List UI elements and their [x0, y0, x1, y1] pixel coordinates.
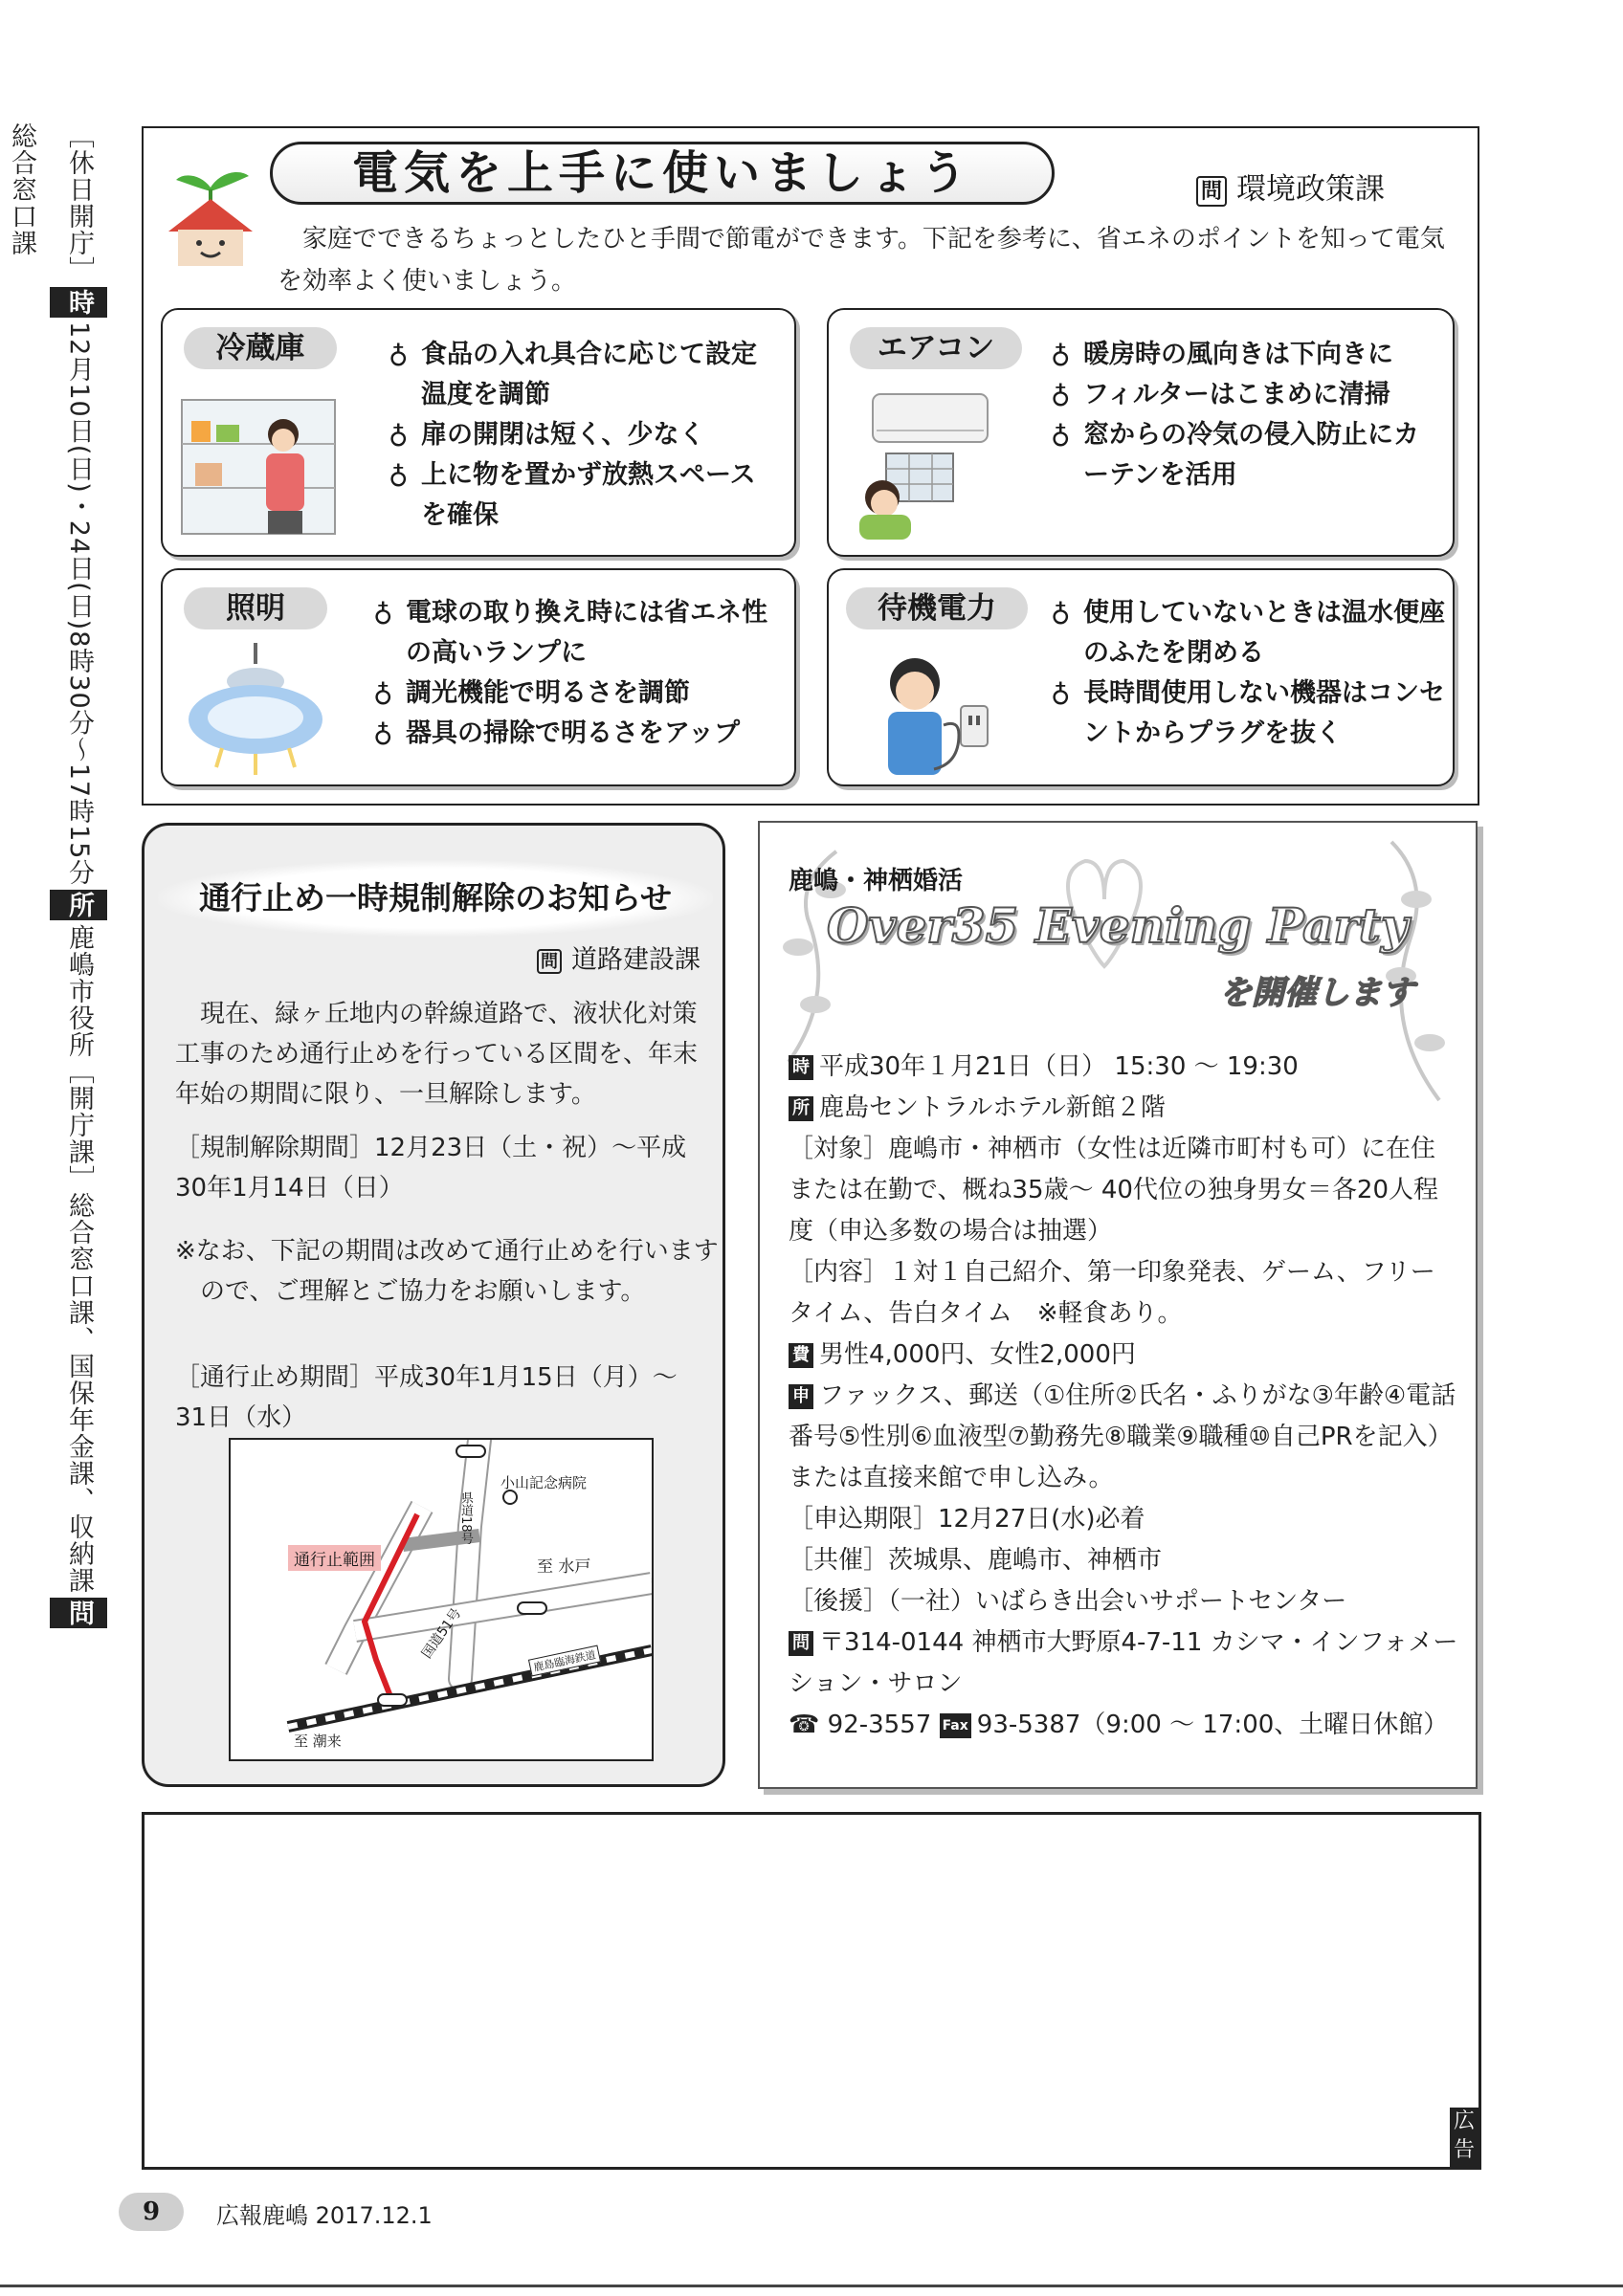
sidebar-part3: 鹿嶋市役所: [64, 924, 94, 1059]
target-label: ［対象］: [789, 1135, 889, 1163]
road-notice-section: [142, 823, 725, 1787]
energy-dept: [1196, 165, 1385, 208]
party-fax: 93-5387（9:00 〜 17:00、土曜日休館）: [976, 1711, 1449, 1739]
publication-info: [216, 2197, 433, 2230]
energy-intro: 家庭でできるちょっとしたひと手間で節電ができます。下記を参考に、省エネのポイントを知って電気を効率よく使いましょう。: [278, 225, 1445, 296]
tip-item: ♀ 長時間使用しない機器はコンセントからプラグを抜く: [1051, 673, 1445, 754]
party-deadline-row: [789, 1499, 1458, 1540]
party-place: 鹿島セントラルホテル新館２階: [819, 1093, 1166, 1122]
aircon-tips: [1051, 335, 1443, 496]
fee-icon: 費: [789, 1343, 813, 1368]
notice-dept-name: 道路建設課: [571, 945, 700, 975]
sidebar-part4: ［開庁課］総合窓口課、国保年金課、収納課: [64, 1058, 94, 1595]
holiday-opening-sidebar: [7, 122, 107, 1634]
place-icon: 所: [789, 1096, 813, 1121]
card-label: 待機電力: [846, 587, 1028, 629]
party-phone-row: [789, 1705, 1458, 1746]
lift-period: [175, 1128, 707, 1208]
party-place-row: [789, 1088, 1458, 1129]
party-target-row: [789, 1129, 1458, 1252]
standby-power-card: [827, 568, 1455, 786]
notice-title: 通行止め一時規制解除のお知らせ: [158, 860, 713, 937]
apply-icon: 申: [789, 1384, 813, 1409]
lift-period-value: 12月23日（土・祝）〜平成30年1月14日（日）: [175, 1134, 687, 1203]
content-label: ［内容］: [789, 1258, 889, 1287]
party-content-row: [789, 1252, 1458, 1335]
tip-item: ♀ 暖房時の風向きは下向きに: [1051, 335, 1443, 375]
inquiry-icon: 問: [537, 949, 562, 974]
party-apply: ファックス、郵送（①住所②氏名・ふりがな③年齢④電話番号⑤性別⑥血液型⑦勤務先⑧職業⑨職種⑩自己PRを記入）または直接来館で申し込み。: [789, 1381, 1456, 1492]
sidebar-part1: ［休日開庁］: [64, 122, 94, 283]
party-fee: 男性4,000円、女性2,000円: [819, 1340, 1136, 1369]
sidebar-part5: 総合窓口課: [7, 122, 36, 256]
party-cohost: 茨城県、鹿嶋市、神栖市: [888, 1546, 1163, 1575]
party-title: Over35 Evening Party: [827, 897, 1409, 954]
card-label: 冷蔵庫: [184, 327, 337, 369]
party-support-row: [789, 1581, 1458, 1623]
inquiry-icon: 問: [789, 1631, 813, 1656]
card-label: 照明: [184, 587, 327, 629]
party-support: （一社）いばらき出会いサポートセンター: [888, 1587, 1347, 1616]
publication-name: 広報鹿嶋: [216, 2202, 308, 2229]
cohost-label: ［共催］: [789, 1546, 889, 1575]
map-label-to-mito: 至 水戸: [537, 1557, 591, 1577]
tip-item: ♀ 調光機能で明るさを調節: [373, 673, 785, 714]
bottom-rule: [0, 2285, 1623, 2287]
tip-item: ♀ 器具の掃除で明るさをアップ: [373, 714, 785, 754]
party-title-sub: を開催します: [1219, 974, 1414, 1012]
map-label-closed-range: 通行止範囲: [288, 1545, 381, 1571]
closure-period-value: 平成30年1月15日（月）〜31日（水）: [175, 1363, 678, 1432]
tip-item: ♀ 窓からの冷気の侵入防止にカーテンを活用: [1051, 415, 1443, 496]
tip-item: ♀ 電球の取り換え時には省エネ性の高いランプに: [373, 593, 785, 673]
closure-period-label: ［通行止め期間］: [175, 1363, 375, 1392]
party-time: 平成30年１月21日（日） 15:30 〜 19:30: [819, 1052, 1299, 1081]
party-fee-row: [789, 1335, 1458, 1376]
ad-tag: 広告: [1450, 2108, 1478, 2167]
inquiry-icon: 問: [1196, 176, 1227, 207]
map-drawing: [231, 1440, 652, 1759]
fridge-tips: [389, 335, 781, 536]
lighting-tips: [373, 593, 785, 754]
deadline-label: ［申込期限］: [789, 1505, 939, 1534]
page-number: 9: [119, 2193, 184, 2231]
energy-dept-name: 環境政策課: [1236, 172, 1385, 207]
sidebar-part2: 12月10日(日)・24日(日)8時30分〜17時15分: [64, 321, 94, 887]
card-label: エアコン: [850, 327, 1022, 369]
support-label: ［後援］: [789, 1587, 889, 1616]
fridge-illustration-icon: [178, 396, 341, 540]
notice-note: ※なお、下記の期間は改めて通行止めを行いますので、ご理解とご協力をお願いします。: [175, 1237, 719, 1306]
party-apply-row: [789, 1376, 1458, 1499]
time-icon: 時: [789, 1055, 813, 1080]
phone-icon: ☎: [789, 1711, 820, 1739]
house-sprout-icon: [163, 155, 258, 270]
party-contact: 〒314-0144 神栖市大野原4-7-11 カシマ・インフォメーション・サロン: [789, 1628, 1458, 1698]
party-cohost-row: [789, 1540, 1458, 1581]
standby-tips: [1051, 593, 1445, 754]
aircon-card: [827, 308, 1455, 557]
party-contact-row: [789, 1623, 1458, 1705]
party-deadline: 12月27日(水)必着: [938, 1505, 1145, 1534]
advertisement-box: [142, 1812, 1481, 2170]
map-label-railway: 鹿島臨海鉄道: [528, 1645, 601, 1677]
fax-icon: Fax: [940, 1713, 971, 1738]
inquiry-icon: 問: [50, 1598, 107, 1628]
party-time-row: [789, 1047, 1458, 1088]
energy-title: 電気を上手に使いましょう: [270, 142, 1055, 205]
tip-item: ♀ 使用していないときは温水便座のふたを閉める: [1051, 593, 1445, 673]
notice-dept: [537, 938, 700, 976]
map-label-route51: 国道51号: [419, 1605, 465, 1662]
map-label-to-itako: 至 潮来: [294, 1733, 342, 1750]
closure-period: [175, 1358, 707, 1438]
place-icon: 所: [50, 890, 107, 920]
tip-item: ♀ 上に物を置かず放熱スペースを確保: [389, 455, 781, 536]
road-closure-map: [229, 1438, 654, 1761]
tip-item: ♀ フィルターはこまめに清掃: [1051, 375, 1443, 415]
energy-saving-section: [142, 126, 1479, 806]
lift-period-label: ［規制解除期間］: [175, 1134, 375, 1162]
aircon-illustration-icon: [848, 386, 991, 540]
tip-item: ♀ 扉の開閉は短く、少なく: [389, 415, 781, 455]
party-details: [789, 1047, 1458, 1746]
ceiling-lamp-icon: [184, 643, 327, 777]
party-phone: 92-3557: [827, 1711, 932, 1739]
party-section: [758, 821, 1478, 1789]
publication-date: 2017.12.1: [315, 2202, 433, 2229]
unplug-illustration-icon: [867, 649, 1011, 775]
fridge-card: [161, 308, 796, 557]
map-label-route: 県道18号: [458, 1491, 473, 1545]
map-label-hospital: 小山記念病院: [500, 1474, 588, 1491]
notice-body: 現在、緑ヶ丘地内の幹線道路で、液状化対策工事のため通行止めを行っている区間を、年末年始の期間に限り、一旦解除します。: [175, 1000, 699, 1109]
party-content: １対１自己紹介、第一印象発表、ゲーム、フリータイム、告白タイム ※軽食あり。: [789, 1258, 1435, 1328]
party-target: 鹿嶋市・神栖市（女性は近隣市町村も可）に在住または在勤で、概ね35歳〜 40代位の独身男女＝各20人程度（申込多数の場合は抽選）: [789, 1135, 1438, 1246]
tip-item: ♀ 食品の入れ具合に応じて設定温度を調節: [389, 335, 781, 415]
party-subtitle: 鹿嶋・神栖婚活: [789, 867, 964, 895]
lighting-card: [161, 568, 796, 786]
time-icon: 時: [50, 287, 107, 318]
